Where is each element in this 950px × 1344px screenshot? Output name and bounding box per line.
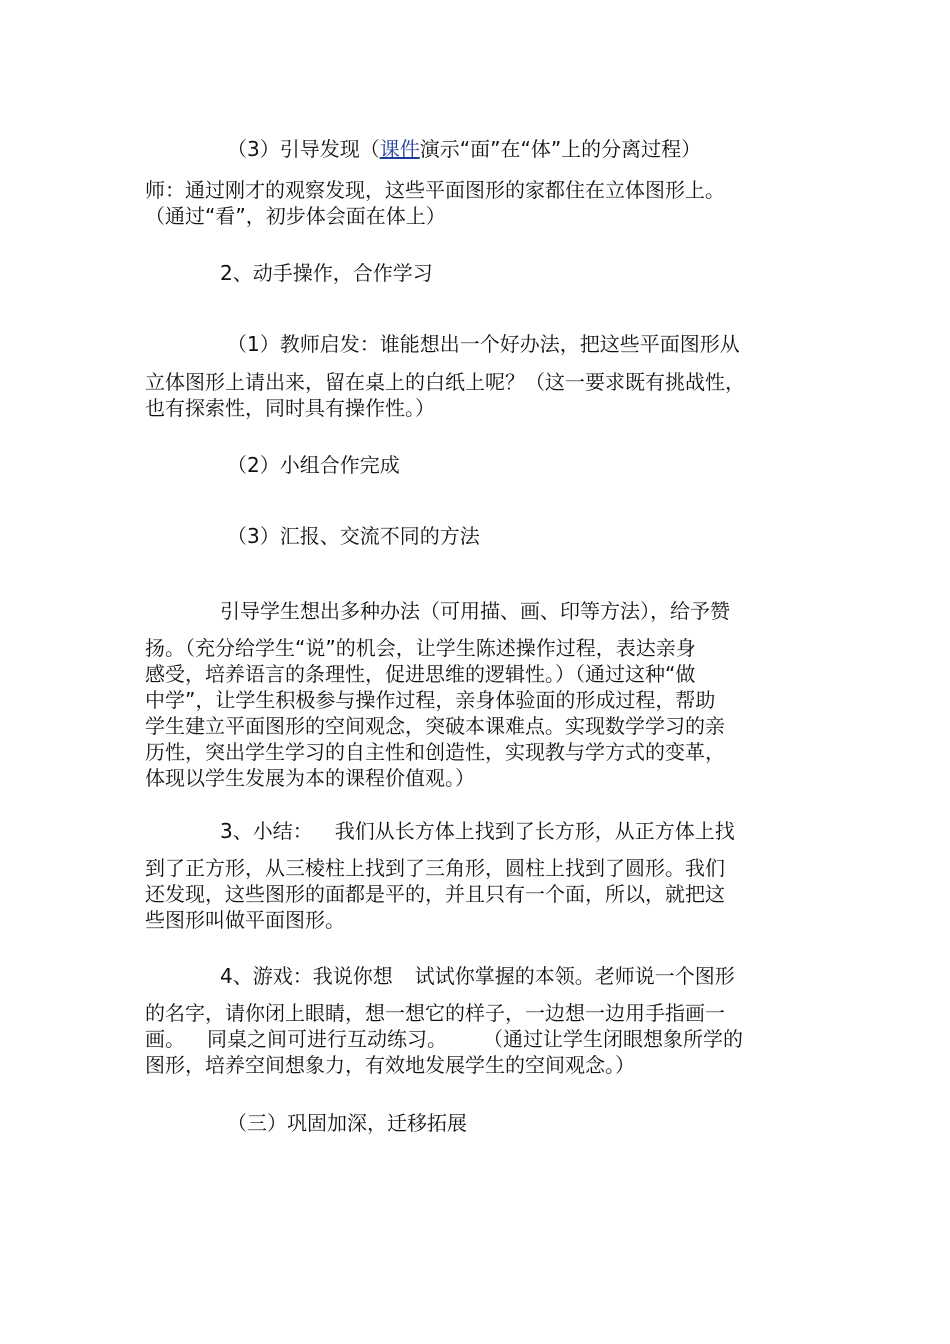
text-fragment: 我们从长方体上找到了长方形，从正方体上找 [334, 819, 735, 843]
text-line: （3）汇报、交流不同的方法 [227, 524, 480, 548]
text-line: （2）小组合作完成 [227, 453, 400, 477]
text-line: 的名字，请你闭上眼睛，想一想它的样子，一边想一边用手指画一 [145, 1001, 725, 1025]
text-guided-discovery-prefix: （3）引导发现（ [227, 137, 380, 161]
summary-label: 3、小结： [220, 819, 313, 843]
paragraph-game [145, 963, 805, 1078]
paragraph-teacher-observation [145, 177, 805, 229]
heading-text: 2、动手操作，合作学习 [220, 261, 433, 285]
paragraph-group-work [145, 452, 805, 478]
paragraph-guided-discovery [145, 136, 805, 162]
text-line: 师：通过刚才的观察发现，这些平面图形的家都住在立体图形上。 [145, 178, 725, 202]
paragraph-teacher-inspiration [145, 331, 805, 421]
text-line: 历性，突出学生学习的自主性和创造性，实现教与学方式的变革， [145, 740, 725, 764]
paragraph-summary [145, 818, 805, 933]
text-line: （通过“看”，初步体会面在体上） [145, 204, 446, 228]
text-line: 体现以学生发展为本的课程价值观。） [145, 766, 475, 790]
game-label: 4、游戏：我说你想 [220, 964, 393, 988]
text-line: （1）教师启发：谁能想出一个好办法，把这些平面图形从 [227, 332, 740, 356]
heading-consolidate [145, 1110, 805, 1136]
text-line: 学生建立平面图形的空间观念，突破本课难点。实现数学学习的亲 [145, 714, 725, 738]
paragraph-guide-students [145, 598, 805, 791]
text-fragment: 画。 [145, 1027, 185, 1051]
text-line: 还发现，这些图形的面都是平的，并且只有一个面，所以，就把这 [145, 882, 725, 906]
courseware-link[interactable]: 课件 [379, 137, 420, 161]
text-line: 中学”，让学生积极参与操作过程，亲身体验面的形成过程，帮助 [145, 688, 716, 712]
heading-hands-on [145, 260, 805, 286]
text-line: 立体图形上请出来，留在桌上的白纸上呢？（这一要求既有挑战性， [145, 370, 745, 394]
paragraph-report-exchange [145, 523, 805, 549]
text-line: 到了正方形，从三棱柱上找到了三角形，圆柱上找到了圆形。我们 [145, 856, 725, 880]
heading-text: （三）巩固加深，迁移拓展 [227, 1111, 467, 1135]
text-guided-discovery-suffix: 演示“面”在“体”上的分离过程） [419, 137, 702, 161]
text-line: 图形，培养空间想象力，有效地发展学生的空间观念。） [145, 1053, 635, 1077]
text-line: 也有探索性，同时具有操作性。） [145, 396, 435, 420]
text-line: 扬。（充分给学生“说”的机会，让学生陈述操作过程，表达亲身 [145, 636, 696, 660]
text-line: 感受，培养语言的条理性，促进思维的逻辑性。）（通过这种“做 [145, 662, 696, 686]
text-line: 些图形叫做平面图形。 [145, 908, 345, 932]
text-fragment: 试试你掌握的本领。老师说一个图形 [414, 964, 735, 988]
text-fragment: （通过让学生闭眼想象所学的 [483, 1027, 743, 1051]
text-fragment: 同桌之间可进行互动练习。 [207, 1027, 447, 1051]
text-line: 引导学生想出多种办法（可用描、画、印等方法），给予赞 [220, 599, 730, 623]
